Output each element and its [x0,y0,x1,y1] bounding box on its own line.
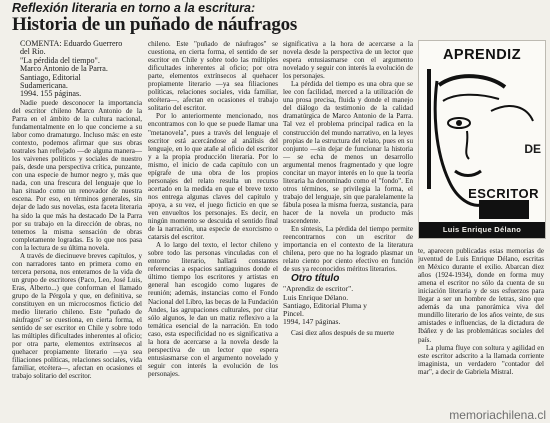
otro-book-info: "Aprendiz de escritor". Luis Enrique Délano. Santiago, Editorial Pluma y Pincel. 1994, 147 páginas. [283,284,367,327]
face-drawing-icon [419,41,545,238]
paragraph-9: La pluma fluye con soltura y agilidad en este escritor adscrito a la llamada corriente imaginista, un verdadero "contador del mar", a decir de Gabriela Mistral. [418,343,544,376]
column-1 [12,40,142,422]
article-headline: Historia de un puñado de náufragos [12,14,298,35]
cover-title-top: APRENDIZ [442,47,522,63]
paragraph-5-cont: significativa a la hora de acercarse a la novela desde la perspectiva de un lector que espera entusiasmarse con el argumento novelado y seguir con interés la evolución de los personajes. [283,40,413,81]
otro-titulo-heading: Otro título [291,273,340,285]
column-2 [148,40,278,422]
cover-title-de: DE [524,142,541,156]
paragraph-6: La pérdida del tiempo es una obra que se lee con facilidad, merced a la utilización de una prosa precisa, fluida y donde el manejo del diálogo da testimonio de la calidad dramatúrgica de Marco Antonio de la Parra. Tal vez el problema principal radica en la construcción del mundo narrativo, en la leyes propias de la estructura del relato, pues en su conjunto —sin dejar de funcionar la historia— se echa de menos un desarrollo argumental menos fragmentado y que logre concitar un mayor interés en lo que la teoría literaria ha denominado como el "fondo". En otros términos, se privilegia la forma, el trabajo del lenguaje, sin que paralelamente la fábula posea la misma fuerza, sustancia, para hacer de la novela un producto más trascendente. [283,80,413,226]
paragraph-1: Nadie puede desconocer la importancia del escritor chileno Marco Antonio de la Parra en el ámbito de la cultura nacional, fundamentalmente en lo que concierne a su labor como dramaturgo. Incluso más: en este contexto, podemos afirmar que sus obras teatrales han reflejado —de alguna manera— los vaivenes políticos y sociales de nuestro país, desde una perspectiva crítica, punzante, con una especie de humor negro y, más que nada, con una frescura del lenguaje que lo han situado como un renovador de nuestra escena. Por eso, en términos generales, sin dejar de lado sus novelas, esta faceta literaria ha sido la que más ha destacado De la Parra por su trabajo en la dirección de obras, no tenemos la misma sensación de obras completamente logradas. Es lo que nos pasa con la lectura de su última novela. [12,98,142,252]
watermark: memoriachilena.cl [449,408,546,422]
paragraph-3-cont: chileno. Este "puñado de náufragos" se cuestiona, en cierta forma, el sentido de ser escritor en Chile y sobre todo las múltiples dificultades inherentes al oficio; por otra parte, elementos extrínsecos al quehacer propiamente literario —ya sea filiaciones políticas, relaciones sociales, vida familiar, etcétera—, afectan en ocasiones el trabajo solitario del escritor. [148,40,278,113]
cover-author: Luis Enrique Délano [419,222,545,238]
column-4 [418,247,544,422]
paragraph-8: te, aparecen publicadas estas memorias de juventud de Luis Enrique Délano, escritas en México durante el exilio. Abarcan diez años (1924-1934), donde en forma muy amena el escritor no sólo da cuenta de su iniciación literaria y de sus esfuerzos para llegar a ser un hombre de letras, sino que además da una panorámica viva del mundillo literario de los años veinte, de sus amistades e influencias, de la dictadura de Ibáñez y de las problemáticas sociales del país. [418,247,544,344]
book-cover-illustration [418,40,546,239]
review-credits: COMENTA: Eduardo Guerrero del Río. "La pérdida del tiempo". Marco Antonio de la Parra. Santiago, Editorial Sudamericana. 1994. 155 páginas. [20,40,123,99]
article-kicker: Reflexión literaria en torno a la escritura: [12,1,256,15]
column-3 [283,40,413,422]
paragraph-4: Por lo anteriormente mencionado, nos encontramos con lo que se puede llamar una "metanovela", pues a través del lenguaje el escritor está acercándose al análisis del lenguaje, en lo que atañe al oficio del escritor y a la propia producción literaria. Por lo mismo, el inicio de cada capítulo con un epígrafe de una obra de los propios personajes del relato resulta un recurso acertado en la medida en que el breve texto nos entrega algunas claves del capítulo y apoya, a su vez, el juego ficticio en que se ven envueltos los personajes. Es decir, en ningún momento se descuida el sentido final de la narración, una especie de exorcismo o catarsis del escritor. [148,112,278,242]
paragraph-3: A través de diecinueve breves capítulos, y con narradores tanto en primera como en tercera persona, nos enteramos de la vida de un grupo de escritores (Paco, Leo, José Luis, Eras, Alberto...) que conforman el llamado grupo de la Pérgola y que, en definitiva, se constituyen en un microcosmos ficticio del medio literario chileno. Este "puñado de náufragos" se cuestiona, en cierta forma, el sentido de ser escritor en Chile y sobre todo las múltiples dificultades inherentes al oficio; por otra parte, elementos extrínsecos al quehacer propiamente literario —ya sea filiaciones políticas, relaciones sociales, vida familiar, etcétera—, afectan en ocasiones el trabajo solitario del escritor. [12,251,142,381]
paragraph-7: En síntesis, La pérdida del tiempo permite reencontrarnos con un escritor de importancia en el contexto de la literatura chilena, pero que no ha logrado plasmar un relato ciento por ciento efectivo en función de sus ya reconocidos méritos literarios. [283,225,413,274]
paragraph-5: A lo largo del texto, el lector chileno y sobre todo las personas vinculadas con el entorno literario, hallará constantes referencias a espacios santiaguinos donde el último tiempo los escritores y artistas en general han escogido como lugares de reunión; además, instancias como el Fondo Nacional del Libro, las becas de la Fundación Andes, las agrupaciones culturales, por citar sólo algunos, le dan un matiz reflexivo a la temática esencial de la narración. En todo caso, esta especificidad no es significativa a la hora de acercarse a la novela desde la perspectiva de un lector que espera entusiasmarse con el argumento novelado y seguir con interés la evolución de los personajes. [148,241,278,378]
cover-title-bottom: ESCRITOR [468,186,539,201]
otro-text: Casi diez años después de su muerte [291,329,395,338]
